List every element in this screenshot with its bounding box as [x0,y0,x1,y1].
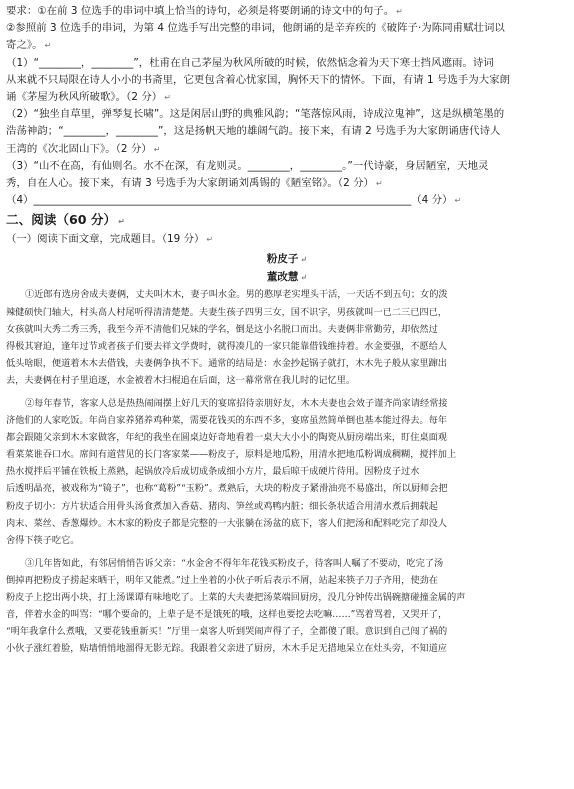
text-line: 粉皮子上挖出两小块，打上汤课谭有味地吃了。上菜的大夫妻把汤菜端回厨房，没几分钟传出锅碗搪碰撞金属的声 [6,592,466,604]
text-line: 倒掉再把粉皮子捞起来晒干，明年又能煮。”过上坐着的小伙子听后表示不屑，站起来筷子刀子齐用，使劲在 [6,574,438,586]
text-line: 浩荡神韵；“________，________”，这是扬帆天地的雄阔气韵。接下来，有请 2 号选手为大家朗诵唐代诗人 [6,125,501,138]
text-line: 热水搅拌后平铺在铁板上蒸熟，起锅放冷后成切成条成细小方片，最后晾干成硬片待用。因粉皮子过水 [6,466,420,478]
text-line: 要求：①在前 3 位选手的串词中填上恰当的诗句，必须是将要朗诵的诗文中的句子。 ↵ [6,5,403,17]
paragraph [6,395,568,549]
text-line: 音，伴着水金的叫骂：“哪个要命的，上辈子是不是饿死的哦，这样也要挖去吃嘛……”骂着骂着，又哭开了， [6,609,448,621]
text-line: 得极其窘迫，逢年过节或者孩子们要去祥文学费时，就得凑几的一家只能靠借钱维持着。水金要强，不愿给人 [6,340,447,352]
text-line: ②每年春节，客家人总是热热闹闹摆上好几天的宴席招待亲朋好友，木木夫妻也会效子谨齐尚家请经常接 [25,398,448,409]
return-mark-icon: ↵ [300,254,308,265]
text-line: 女孩就叫大秀二秀三秀，我至今弄不清他们兄妹的学名，倒是这小名脱口而出。夫妻俩非常勤劳，却依然过 [6,323,438,335]
text-line: 寄之》。 ↵ [6,39,52,52]
return-mark-icon: ↵ [396,7,403,16]
return-mark-icon: ↵ [300,272,308,283]
return-mark-icon: ↵ [206,235,214,245]
text-line: 秀，自在人心。接下来，有请 3 号选手为大家朗诵刘禹锡的《陋室铭》。（2 分） ↵ [6,177,383,190]
text-line: 从来就不只局限在诗人小小的书斋里，它更包含着心忧家国，胸怀天下的情怀。下面，有请 1 号选手为大家朗 [6,73,511,86]
text-line: 都会跟随父亲到木木家做客，年纪的我坐在圆桌边好奇地看着一桌大大小小的陶瓷从厨房端出来，盯住桌面观 [6,432,447,444]
article-title: 粉皮子 ↵ [266,253,308,266]
text-line: （1）“________，________”，杜甫在自己茅屋为秋风所破的时候，依然惦念着为天下寒士挡风遮雨。诗词 [6,56,494,69]
text-line: ①近郎有选房舍成夫妻俩，丈夫叫木木，妻子叫水金。男的憨厚老实埋头干活，一天话不到五句；女的泼 [25,289,448,301]
text-line: 辣健硕快门轴大，村头高人村尾听得清清楚楚。夫妻生孩子四男三女，国不识字，男孩就叫一已二三已四已， [6,306,447,318]
text-line: 肉末、菜丝、香葱爆炒。木木家的粉皮子都是完整的一大张躺在汤盆的底下，客人们把汤和配料吃完了却没人 [6,517,447,529]
text-line: ③几年皆如此，有邻居悄悄告诉父亲：“水金舍不得年年花钱买粉皮子，待客叫人嘱了不要动，吃完了汤 [25,557,444,569]
requirement-block [6,3,568,209]
text-line: 去，夫妻俩在村子里追逐，水金被着木扫棍追在后面，这一幕常常在我儿时的记忆里。 [6,374,356,386]
text-line: （2）“独坐自草里，弹琴复长啸”。这是闲居山野的典雅风韵；“笔落惊风雨，诗成泣鬼神”，这是纵横笔墨的 [6,108,505,121]
text-line: 粉皮子切小：方片状适合用骨头汤食煮加入香菇、猪肉、笋丝或鸡鸭内脏；细长条状适合用清水煮后拥载起 [6,500,438,512]
text-line: 诵《茅屋为秋风所破歌》。（2 分） ↵ [6,91,171,104]
text-line: 后透明晶亮，被戏称为“镜子”，也称“葛粉”“玉粉”。煮熟后，大块的粉皮子紧滑油亮不易盛出，所以厨师会把 [6,483,448,495]
paragraph [6,555,568,658]
text-line: ②参照前 3 位选手的串词，为第 4 位选手写出完整的串词，他朗诵的是辛弃疾的《破阵子·为陈同甫赋壮词以 [6,22,505,35]
text-line: 低头啥眼，便道着木木去借钱，夫妻俩争执不下。通常的结局是：水金抄起锅子就打，木木先子般从家里蹿出 [6,357,447,369]
paragraph [6,286,568,389]
text-line: （4）________________________________________________________________________（4 分） ↵ [6,194,462,207]
sub-heading: （一）阅读下面文章，完成题目。（19 分） ↵ [6,233,214,246]
return-mark-icon: ↵ [118,217,125,227]
return-mark-icon: ↵ [153,144,161,154]
return-mark-icon: ↵ [44,41,52,51]
article-author: 董改慧 ↵ [266,271,308,284]
section-heading: 二、阅读（60 分） ↵ [6,212,125,228]
return-mark-icon: ↵ [164,93,171,103]
text-line: （3）“山不在高，有仙则名。水不在深，有龙则灵。________，________。”一代诗豪，身居陋室，天地灵 [6,159,489,172]
text-line: “明年我拿什么煮哦，又要花钱重新买！”厅里一桌客人听到哭闹声得了子，全都傻了眼。意识到自己闯了祸的 [6,626,448,638]
text-line: 济他们的人家吃饭。年尚自家养猪养鸡种菜，需要花钱买的东西不多，宴席虽然简单倒也基本能过得去。每年 [6,415,447,427]
article-body [6,286,568,657]
text-line: 舍得下筷子吃它。 [6,534,80,546]
return-mark-icon: ↵ [375,179,383,189]
return-mark-icon: ↵ [454,196,462,206]
text-line: 小伙子涨红着脸，贴墙悄悄地溜得无影无踪。我跟着父亲进了厨房，木木手足无措地呆立在灶头旁，不知道应 [6,643,447,655]
text-line: 王湾的《次北固山下》。（2 分） ↵ [6,142,161,155]
text-line: 看菜菜谁吞口水。席间有道营见的长门客家菜——粉皮子，原料是地瓜粉，用清水把地瓜粉调成稠糊，搅拌加上 [6,449,457,461]
